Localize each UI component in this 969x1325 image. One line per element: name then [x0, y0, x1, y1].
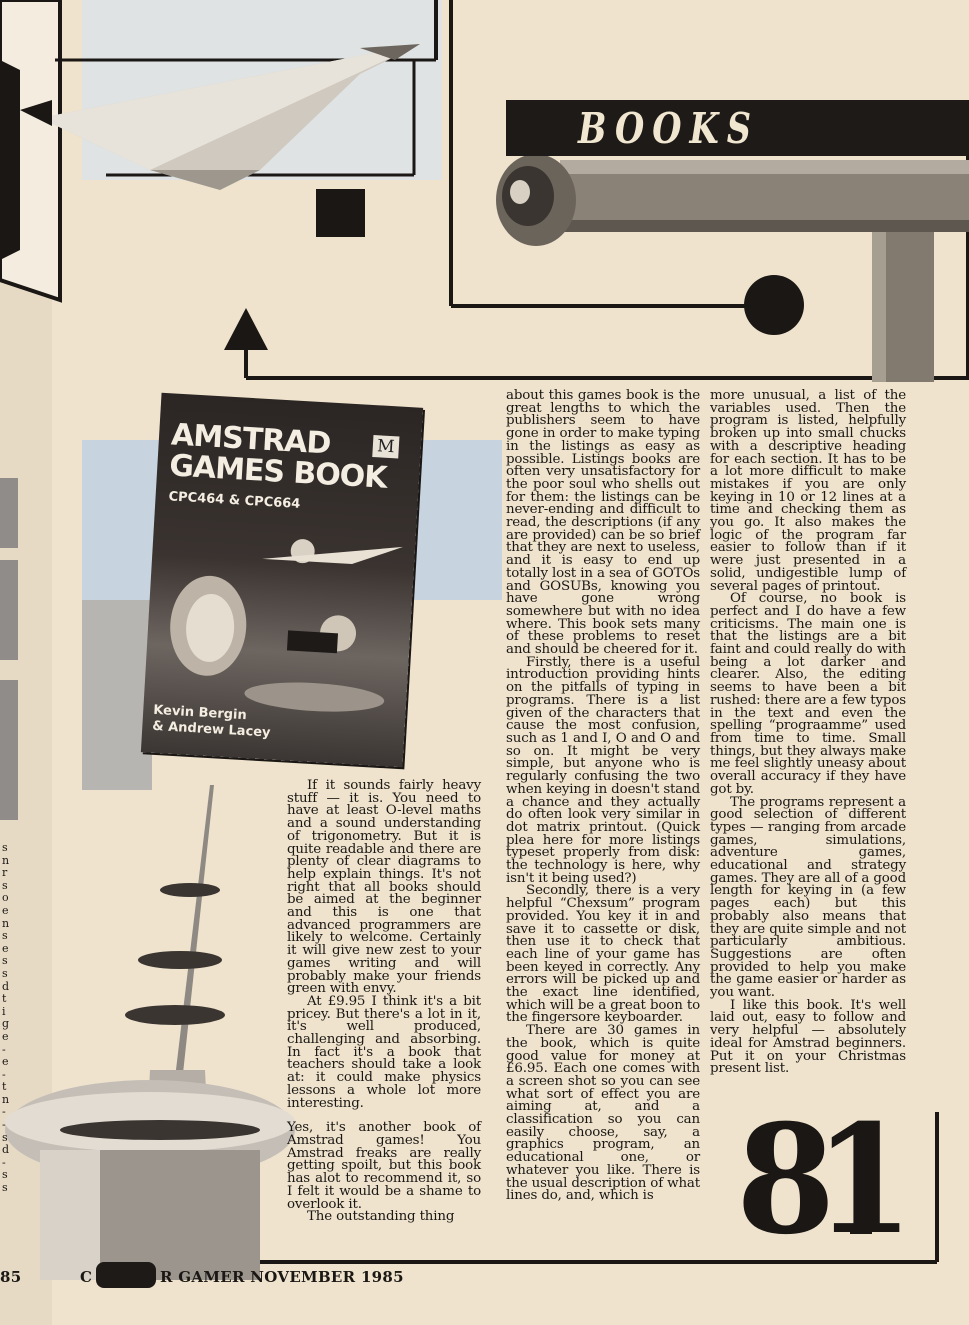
- cover-title: [168, 417, 389, 496]
- margin-letter: s: [2, 1168, 8, 1182]
- margin-letter: s: [2, 966, 8, 980]
- publisher-logo: M: [372, 435, 399, 458]
- cover-subtitle: CPC464 & CPC664: [168, 489, 301, 512]
- column3-paragraph-2: Of course, no book is perfect and I do have a few criticisms. The main one is that the listings are a bit faint and could really do with being a lot darker and clearer. Also, the editing seems to have been a bit rushed: there are a few typos in the text and even the spelling “prograamme” used from time to time. Small things, but they always make me feel slightly uneasy about overall accuracy if they have got by.: [710, 591, 906, 797]
- margin-letter: d: [2, 979, 10, 993]
- column1-paragraph-4: The outstanding thing: [307, 1209, 455, 1225]
- margin-letter: n: [2, 916, 10, 930]
- margin-letter: s: [2, 841, 8, 854]
- margin-letter: e: [2, 903, 9, 917]
- margin-letter: e: [2, 941, 9, 955]
- margin-letter: -: [2, 1067, 6, 1081]
- cover-authors: [152, 703, 272, 742]
- cover-title-line1: AMSTRAD: [170, 417, 332, 462]
- footer-magazine-issue: R GAMER NOVEMBER 1985: [160, 1268, 404, 1286]
- black-circle: [744, 275, 804, 335]
- black-square: [316, 189, 365, 237]
- margin-letter: n: [2, 853, 10, 867]
- margin-letter: -: [2, 1105, 6, 1119]
- book-cover-image: [141, 393, 423, 767]
- section-banner: [506, 100, 969, 156]
- article-column-1: [287, 780, 481, 1224]
- previous-page-letters: [2, 842, 14, 1195]
- footer-magazine-prefix: C: [80, 1268, 93, 1286]
- column3-paragraph-1: more unusual, a list of the variables used. Then the program is listed, helpfully broken up into small chucks with a descriptive heading for each section. It has to be a lot more difficult to make mistakes if you are only keying in 10 or 12 lines at a time and checking them as you go. It also makes the logic of the program far easier to follow than if it were just presented in a solid, undigestible lump of several pages of printout.: [710, 388, 906, 594]
- margin-letter: e: [2, 1029, 9, 1043]
- margin-letter: g: [2, 1017, 10, 1031]
- margin-letter: s: [2, 929, 8, 943]
- previous-page-number: 85: [0, 1268, 22, 1286]
- margin-grey-block-3: [0, 680, 18, 820]
- column2-paragraph-1: about this games book is the great lengths to which the publishers seem to have gone in order to make typing in the listings as easy as possible. Listings books are often very unsatisfactory for the poor soul who shells out for them: the listings can be never-ending and difficult to read, the descriptions (if any are provided) can be so brief that they are next to useless, and it is easy to end up totally lost in a sea of GOTOs and GOSUBs, knowing you have gone wrong somewhere but with no idea where. This book sets many of these problems to reset and should be cheered for it.: [506, 388, 700, 658]
- margin-letter: -: [2, 1155, 6, 1169]
- column2-paragraph-3: Secondly, there is a very helpful “Chexsum” program provided. You key it in and save it to cassette or disk, then use it to check that each line of your game has been keyed in correctly. Any errors will be picked up and the exact line identified, which will be a great boon to the fingersore keyboarder.: [506, 883, 700, 1026]
- margin-letter: s: [2, 1130, 8, 1144]
- margin-letter: i: [2, 1004, 6, 1018]
- cover-author-1: Kevin Bergin: [152, 702, 248, 724]
- article-column-2: [506, 390, 700, 1203]
- top-left-dark-panel: [0, 60, 20, 260]
- margin-grey-block-1: [0, 478, 18, 548]
- margin-letter: s: [2, 1181, 8, 1195]
- section-title: BOOKS: [578, 104, 760, 153]
- margin-letter: d: [2, 1143, 10, 1157]
- column3-paragraph-3: The programs represent a good selection of different types — ranging from arcade games, simulations, adventure games, educational and strategy games. They are all of a good length for keying in (a few pages each) but this probably also means that they are quite simple and not particularly ambitious. Suggestions are often provided to help you make the game easier or harder as you want.: [710, 794, 906, 1001]
- column2-paragraph-2: Firstly, there is a useful introduction providing hints on the pitfalls of typing in programs. There is a list given of the characters that cause the most confusion, such as 1 and I, O and O and so on. It might be very simple, but anyone who is regularly confusing the two when keying in doesn't stand a chance and they actually do often look very similar in dot matrix printout. (Quick plea here for more listings typeset properly from disk: the technology is here, why isn't it being used?): [506, 654, 700, 886]
- margin-letter: -: [2, 1042, 6, 1056]
- column2-paragraph-4: There are 30 games in the book, which is quite good value for money at £6.95. Each one comes with a screen shot so you can see what sort of effect you are aiming at, and a classification so you can easily choose, say, a graphics program, an educational one, or whatever you like. There is the usual description of what lines do, and, which is: [506, 1023, 700, 1204]
- margin-letter: s: [2, 878, 8, 892]
- cover-title-line2: GAMES BOOK: [168, 448, 388, 496]
- margin-letter: o: [2, 891, 9, 905]
- margin-letter: s: [2, 954, 8, 968]
- margin-letter: -: [2, 1118, 6, 1132]
- column3-paragraph-4: I like this book. It's well laid out, easy to follow and very helpful — absolutely ideal for Amstrad beginners. Put it on your Christmas present list.: [710, 997, 906, 1077]
- margin-letter: r: [2, 866, 8, 880]
- article-column-3: [710, 390, 906, 1076]
- grey-panel-left: [82, 600, 152, 790]
- margin-letter: e: [2, 1055, 9, 1069]
- cover-author-2: & Andrew Lacey: [151, 718, 271, 741]
- page-number: 81: [736, 1092, 893, 1268]
- stone-pipe-illustration: [496, 154, 969, 382]
- margin-letter: t: [2, 992, 7, 1006]
- margin-letter: n: [2, 1092, 10, 1106]
- footer-tear-mark: [96, 1262, 156, 1288]
- margin-grey-block-2: [0, 560, 18, 660]
- column1-paragraph-2: At £9.95 I think it's a bit pricey. But there's a lot in it, it's well produced, challenging and absorbing. In fact it's a book that teachers should take a look at: it could make physics lessons a whole lot more interesting.: [287, 993, 481, 1111]
- cover-artwork: [144, 513, 417, 718]
- column1-paragraph-3: Yes, it's another book of Amstrad games! You Amstrad freaks are really getting spoilt, but this book has alot to recommend it, so I felt it would be a shame to overlook it.: [287, 1120, 481, 1212]
- margin-letter: t: [2, 1080, 7, 1094]
- column1-paragraph-1: If it sounds fairly heavy stuff — it is. You need to have at least O-level maths and a sound understanding of trigonometry. But it is quite readable and there are plenty of clear diagrams to help explain things. It's not right that all books should be aimed at the beginner and this is one that advanced programmers are likely to welcome. Certainly it will give new zest to your games writing and will probably make your friends green with envy.: [287, 778, 481, 997]
- black-triangle: [224, 308, 268, 350]
